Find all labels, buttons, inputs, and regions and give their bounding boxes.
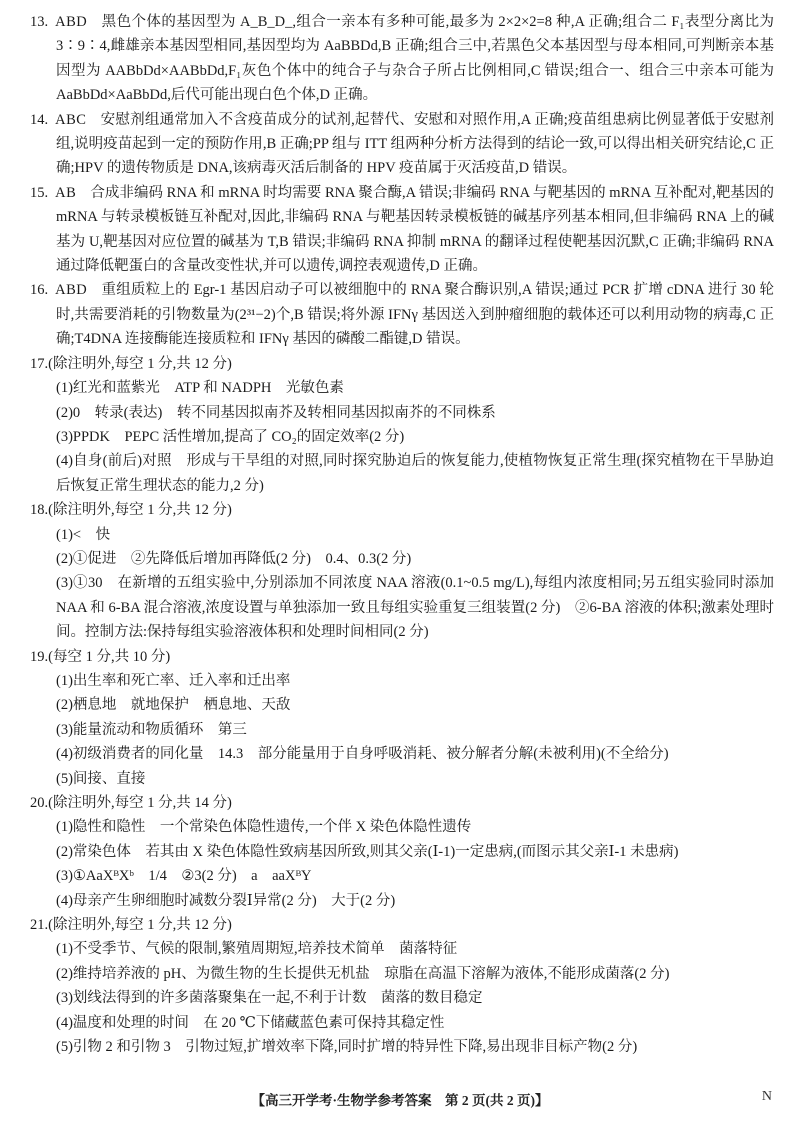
answer-line: (1)隐性和隐性 一个常染色体隐性遗传,一个伴 X 染色体隐性遗传 xyxy=(56,819,472,836)
question-header xyxy=(30,791,774,815)
answer-line: (1)红光和蓝紫光 ATP 和 NADPH 光敏色素 xyxy=(56,380,344,397)
answer-explanation: 安慰剂组通常加入不含疫苗成分的试剂,起替代、安慰和对照作用,A 正确;疫苗组患病比例显著低于安慰剂组,说明疫苗起到一定的预防作用,B 正确;PP 组与 ITT 组两种分析方法得到的结论一致,可以得出相关研究结论,C 正确;HPV 的遗传物质是 DNA,该病毒灭活后制备的 HPV 疫苗属于灭活疫苗,D 错误。 xyxy=(56,111,774,177)
answer-line: (2)维持培养液的 pH、为微生物的生长提供无机盐 琼脂在高温下溶解为液体,不能形成菌落(2 分) xyxy=(56,965,670,982)
answer-line: (3)划线法得到的许多菌落聚集在一起,不利于计数 菌落的数目稳定 xyxy=(56,990,483,1007)
scoring-note: (除注明外,每空 1 分,共 14 分) xyxy=(48,795,232,811)
answer-line: (1)出生率和死亡率、迁入率和迁出率 xyxy=(56,672,291,689)
answer-letters: ABD xyxy=(55,282,88,299)
answer-line: (3)①AaXᴮXᵇ 1/4 ②3(2 分) a aaXᴮY xyxy=(56,868,312,885)
answer-item-19 xyxy=(30,645,774,791)
answers-content xyxy=(30,10,774,1059)
question-number: 14. xyxy=(30,111,49,128)
answer-letters: AB xyxy=(55,184,77,201)
question-header xyxy=(30,498,774,522)
answer-line: (5)间接、直接 xyxy=(56,770,146,787)
question-number: 13. xyxy=(30,14,49,30)
answer-line: (3)①30 在新增的五组实验中,分别添加不同浓度 NAA 溶液(0.1~0.5 mg/L),每组内浓度相同;另五组实验同时添加 NAA 和 6-BA 混合溶液,浓度设置与单独添加一致且每组实验重复三组装置(2 分) ②6-BA 溶液的体积;激素处理时间。控制方法:保持每组实验溶液体积和处理时间相同(2 分) xyxy=(56,575,774,641)
answer-line: (4)母亲产生卵细胞时减数分裂Ⅰ异常(2 分) 大于(2 分) xyxy=(56,892,396,909)
answer-line: (5)引物 2 和引物 3 引物过短,扩增效率下降,同时扩增的特异性下降,易出现非目标产物(2 分) xyxy=(56,1039,638,1056)
answer-explanation: 黑色个体的基因型为 A_B_D_,组合一亲本有多种可能,最多为 2×2×2=8 种,A 正确;组合二 F₁表型分离比为3∶9∶4,雌雄亲本基因型相同,基因型均为 AaBBDd,B 正确;组合三中,若黑色父本基因型与母本相同,可判断亲本基因型为 AABbDd×AABbDd,F₁灰色个体中的纯合子与杂合子所占比例相同,C 错误;组合一、组合三中亲本可能为 AaBbDd×AaBbDd,后代可能出现白色个体,D 正确。 xyxy=(56,14,774,104)
question-number: 18. xyxy=(30,502,49,519)
footer-text: 【高三开学考·生物学参考答案 第 2 页(共 2 页)】 xyxy=(251,1093,549,1108)
question-header xyxy=(30,352,774,376)
answer-item-20 xyxy=(30,791,774,913)
question-number: 20. xyxy=(30,795,49,811)
scoring-note: (除注明外,每空 1 分,共 12 分) xyxy=(48,355,232,372)
answer-letters: ABD xyxy=(55,14,88,30)
answer-item-14 xyxy=(30,108,774,181)
answer-line: (2)栖息地 就地保护 栖息地、天敌 xyxy=(56,697,291,714)
question-number: 15. xyxy=(30,184,49,201)
answer-line: (4)初级消费者的同化量 14.3 部分能量用于自身呼吸消耗、被分解者分解(未被利用)(不全给分) xyxy=(56,746,669,763)
answer-item-18 xyxy=(30,498,774,644)
answer-line: (2)①促进 ②先降低后增加再降低(2 分) 0.4、0.3(2 分) xyxy=(56,550,412,567)
question-header xyxy=(30,645,774,669)
answer-item-16 xyxy=(30,278,774,351)
question-number: 19. xyxy=(30,648,49,665)
answer-item-13 xyxy=(30,10,774,108)
watermark-letter: N xyxy=(761,1089,772,1104)
scoring-note: (除注明外,每空 1 分,共 12 分) xyxy=(48,502,232,519)
question-number: 21. xyxy=(30,917,49,934)
answer-line: (3)能量流动和物质循环 第三 xyxy=(56,721,247,738)
answer-line: (1)< 快 xyxy=(56,526,111,543)
answer-line: (4)自身(前后)对照 形成与干旱组的对照,同时探究胁迫后的恢复能力,使植物恢复正常生理(探究植物在干旱胁迫后恢复正常生理状态的能力,2 分) xyxy=(56,453,774,494)
answer-line: (2)常染色体 若其由 X 染色体隐性致病基因所致,则其父亲(Ⅰ-1)一定患病,(而图示其父亲Ⅰ-1 未患病) xyxy=(56,843,679,860)
answer-item-21 xyxy=(30,913,774,1059)
page-footer xyxy=(0,1089,800,1109)
answer-letters: ABC xyxy=(55,111,87,128)
scoring-note: (每空 1 分,共 10 分) xyxy=(48,648,171,665)
answer-explanation: 重组质粒上的 Egr-1 基因启动子可以被细胞中的 RNA 聚合酶识别,A 错误;通过 PCR 扩增 cDNA 进行 30 轮时,共需要消耗的引物数量为(2³¹−2)个,B 错误;将外源 IFNγ 基因送入到肿瘤细胞的载体还可以利用动物的病毒,C 正确;T4DNA 连接酶能连接质粒和 IFNγ 基因的磷酸二酯键,D 错误。 xyxy=(56,282,774,348)
answer-line: (1)不受季节、气候的限制,繁殖周期短,培养技术简单 菌落特征 xyxy=(56,941,458,958)
question-number: 17. xyxy=(30,355,49,372)
answer-line: (2)0 转录(表达) 转不同基因拟南芥及转相同基因拟南芥的不同株系 xyxy=(56,404,496,421)
scoring-note: (除注明外,每空 1 分,共 12 分) xyxy=(48,917,232,934)
question-number: 16. xyxy=(30,282,49,299)
question-header xyxy=(30,913,774,937)
answer-line: (3)PPDK PEPC 活性增加,提高了 CO₂的固定效率(2 分) xyxy=(56,428,405,445)
answer-item-17 xyxy=(30,352,774,498)
answer-explanation: 合成非编码 RNA 和 mRNA 时均需要 RNA 聚合酶,A 错误;非编码 RNA 与靶基因的 mRNA 互补配对,靶基因的 mRNA 与转录模板链互补配对,因此,非编码 RNA 与靶基因转录模板链的碱基序列基本相同,但非编码 RNA 上的碱基为 U,靶基因对应位置的碱基为 T,B 错误;非编码 RNA 抑制 mRNA 的翻译过程使靶基因沉默,C 正确;非编码 RNA 通过降低靶蛋白的含量改变性状,并可以遗传,调控表观遗传,D 正确。 xyxy=(56,184,774,275)
answer-line: (4)温度和处理的时间 在 20 ℃下储藏蓝色素可保持其稳定性 xyxy=(56,1014,445,1031)
answer-item-15 xyxy=(30,181,774,279)
